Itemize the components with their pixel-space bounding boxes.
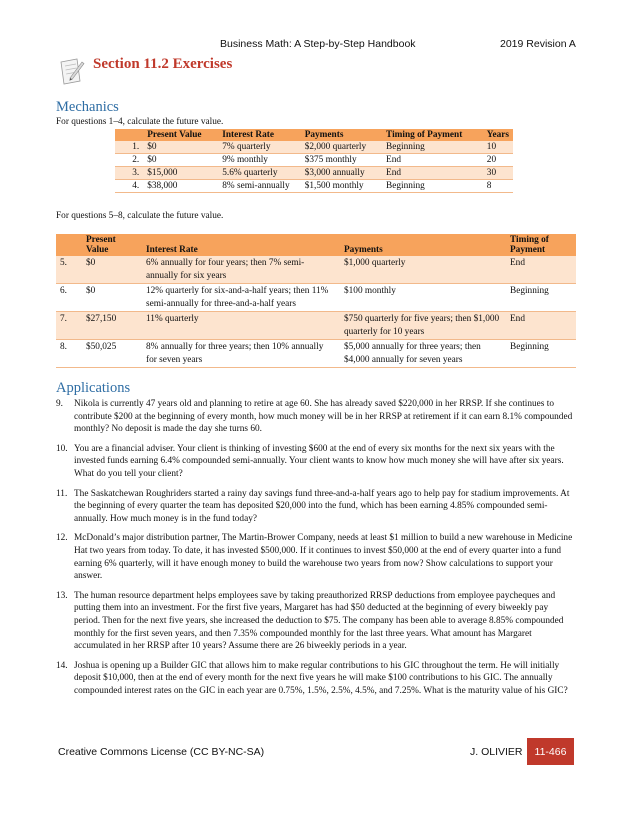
- t1-cell: 8% semi-annually: [218, 180, 300, 193]
- t1-cell: $0: [143, 154, 218, 167]
- section-title: Section 11.2 Exercises: [93, 56, 233, 72]
- list-item: [56, 590, 576, 653]
- t2-cell: $27,150: [82, 312, 142, 340]
- page-number-badge: 11-466: [527, 738, 574, 765]
- t2-cell: $100 monthly: [340, 284, 506, 312]
- list-item: [56, 660, 576, 698]
- t2-cell: Beginning: [506, 284, 576, 312]
- mechanics-intro-2: For questions 5–8, calculate the future value.: [56, 211, 224, 221]
- t1-cell: 30: [483, 167, 513, 180]
- t2-cell: 6% annually for four years; then 7% semi-annually for six years: [142, 256, 340, 284]
- list-item: [56, 488, 576, 526]
- t2-cell: Beginning: [506, 340, 576, 368]
- t1-header-rate: Interest Rate: [218, 129, 300, 141]
- t1-header-num: [115, 129, 143, 141]
- t2-header-payments: Payments: [340, 234, 506, 256]
- list-item: [56, 532, 576, 582]
- t2-cell: 6.: [56, 284, 82, 312]
- t2-cell: $5,000 annually for three years; then $4,000 annually for seven years: [340, 340, 506, 368]
- t1-cell: $0: [143, 141, 218, 154]
- t2-cell: $750 quarterly for five years; then $1,000 quarterly for 10 years: [340, 312, 506, 340]
- table-row: [115, 167, 513, 180]
- future-value-table-2: [56, 234, 576, 368]
- t2-cell: $1,000 quarterly: [340, 256, 506, 284]
- notepad-pencil-icon: [58, 56, 86, 86]
- t1-cell: 9% monthly: [218, 154, 300, 167]
- mechanics-heading: Mechanics: [56, 99, 119, 115]
- t2-header-num: [56, 234, 82, 256]
- t1-cell: 7% quarterly: [218, 141, 300, 154]
- t1-cell: $15,000: [143, 167, 218, 180]
- t1-cell: $1,500 monthly: [301, 180, 382, 193]
- t1-cell: 20: [483, 154, 513, 167]
- applications-heading: Applications: [56, 380, 131, 396]
- question-number: 14.: [56, 660, 68, 671]
- t2-cell: End: [506, 256, 576, 284]
- t2-cell: 5.: [56, 256, 82, 284]
- t2-header-timing: Timing of Payment: [506, 234, 576, 256]
- t1-cell: $375 monthly: [301, 154, 382, 167]
- question-text: McDonald’s major distribution partner, The Martin-Brower Company, needs at least $1 million to build a new warehouse in Medicine Hat two years from today. To date, it has invested $500,000. If it continues to invest $50,000 at the end of every quarter into a fund earning 6% quarterly, will it have enough money to build the warehouse two years from now? Show calculations to support your answer.: [74, 533, 573, 582]
- t1-cell: $38,000: [143, 180, 218, 193]
- t1-header-timing: Timing of Payment: [382, 129, 483, 141]
- t1-cell: End: [382, 154, 483, 167]
- question-number: 12.: [56, 533, 68, 544]
- applications-list: [56, 398, 576, 704]
- t2-header-pv: Present Value: [82, 234, 142, 256]
- table-row: [115, 141, 513, 154]
- t2-cell: End: [506, 312, 576, 340]
- t1-cell: 10: [483, 141, 513, 154]
- t2-header-rate: Interest Rate: [142, 234, 340, 256]
- t1-cell: 4.: [115, 180, 143, 193]
- author-name: J. OLIVIER: [470, 746, 523, 758]
- question-text: Joshua is opening up a Builder GIC that allows him to make regular contributions to his GIC throughout the term. He will initially deposit $10,000, then at the end of every month for the next five years he will make $100 contributions to his GIC. The annually compounded interest rates on the GIC in each year are 0.75%, 1.5%, 2.5%, 4.5%, and 7.25%. What is the maturity value of his GIC?: [74, 660, 568, 696]
- license-text: Creative Commons License (CC BY-NC-SA): [58, 746, 265, 758]
- t1-cell: 1.: [115, 141, 143, 154]
- t2-cell: $0: [82, 256, 142, 284]
- t1-header-payments: Payments: [301, 129, 382, 141]
- table-row: [115, 180, 513, 193]
- question-text: You are a financial adviser. Your client is thinking of investing $600 at the end of every six months for the next six years with the invested funds earning 6.4% compounded semi-annually. Your client wants to know how much money she will have after six years. What do you tell your client?: [74, 443, 564, 479]
- question-text: The Saskatchewan Roughriders started a rainy day savings fund three-and-a-half years ago to help pay for stadium improvements. At the beginning of every quarter the team has deposited $20,000 into the fund, which has been earning 4.85% compounded semi-annually. How much money is in the fund today?: [74, 488, 570, 524]
- t1-cell: 2.: [115, 154, 143, 167]
- list-item: [56, 443, 576, 481]
- table-row: [56, 256, 576, 284]
- t2-cell: $0: [82, 284, 142, 312]
- future-value-table-1: [115, 129, 513, 193]
- t2-cell: 11% quarterly: [142, 312, 340, 340]
- mechanics-intro-1: For questions 1–4, calculate the future value.: [56, 117, 224, 127]
- revision-label: 2019 Revision A: [500, 38, 576, 50]
- t2-cell: 12% quarterly for six-and-a-half years; then 11% semi-annually for three-and-a-half years: [142, 284, 340, 312]
- t1-cell: 5.6% quarterly: [218, 167, 300, 180]
- list-item: [56, 398, 576, 436]
- t1-header-years: Years: [483, 129, 513, 141]
- question-text: Nikola is currently 47 years old and planning to retire at age 60. She has already saved $220,000 in her RRSP. If she continues to contribute $200 at the beginning of every month, how much money will be in her RRSP at retirement if it can earn 8.1% compounded monthly? No deposit is made the day she turns 60.: [74, 399, 573, 435]
- t1-cell: Beginning: [382, 141, 483, 154]
- t2-cell: $50,025: [82, 340, 142, 368]
- question-number: 11.: [56, 488, 68, 499]
- question-number: 9.: [56, 399, 63, 409]
- t1-cell: $2,000 quarterly: [301, 141, 382, 154]
- table-row: [115, 154, 513, 167]
- t2-cell: 8.: [56, 340, 82, 368]
- table-row: [56, 340, 576, 368]
- t1-cell: End: [382, 167, 483, 180]
- t1-cell: 8: [483, 180, 513, 193]
- question-number: 13.: [56, 590, 68, 601]
- t1-cell: $3,000 annually: [301, 167, 382, 180]
- table-row: [56, 284, 576, 312]
- question-text: The human resource department helps employees save by taking preauthorized RRSP deductions from employee paycheques and putting them into an investment. For the first five years, Margaret has had $50 deducted at the beginning of every biweekly pay period. Then for the next five years, she increased the deduction to $75. The company has been able to average 8.85% compounded monthly for the first seven years, and then 7.35% compounded monthly for the last three years. What amount has Margaret accumulated in her RRSP after 10 years? Assume there are 26 biweekly periods in a year.: [74, 590, 564, 652]
- t1-cell: Beginning: [382, 180, 483, 193]
- t1-cell: 3.: [115, 167, 143, 180]
- question-number: 10.: [56, 443, 68, 454]
- t1-header-pv: Present Value: [143, 129, 218, 141]
- t2-cell: 7.: [56, 312, 82, 340]
- book-title: Business Math: A Step-by-Step Handbook: [220, 38, 416, 50]
- table-row: [56, 312, 576, 340]
- t2-cell: 8% annually for three years; then 10% annually for seven years: [142, 340, 340, 368]
